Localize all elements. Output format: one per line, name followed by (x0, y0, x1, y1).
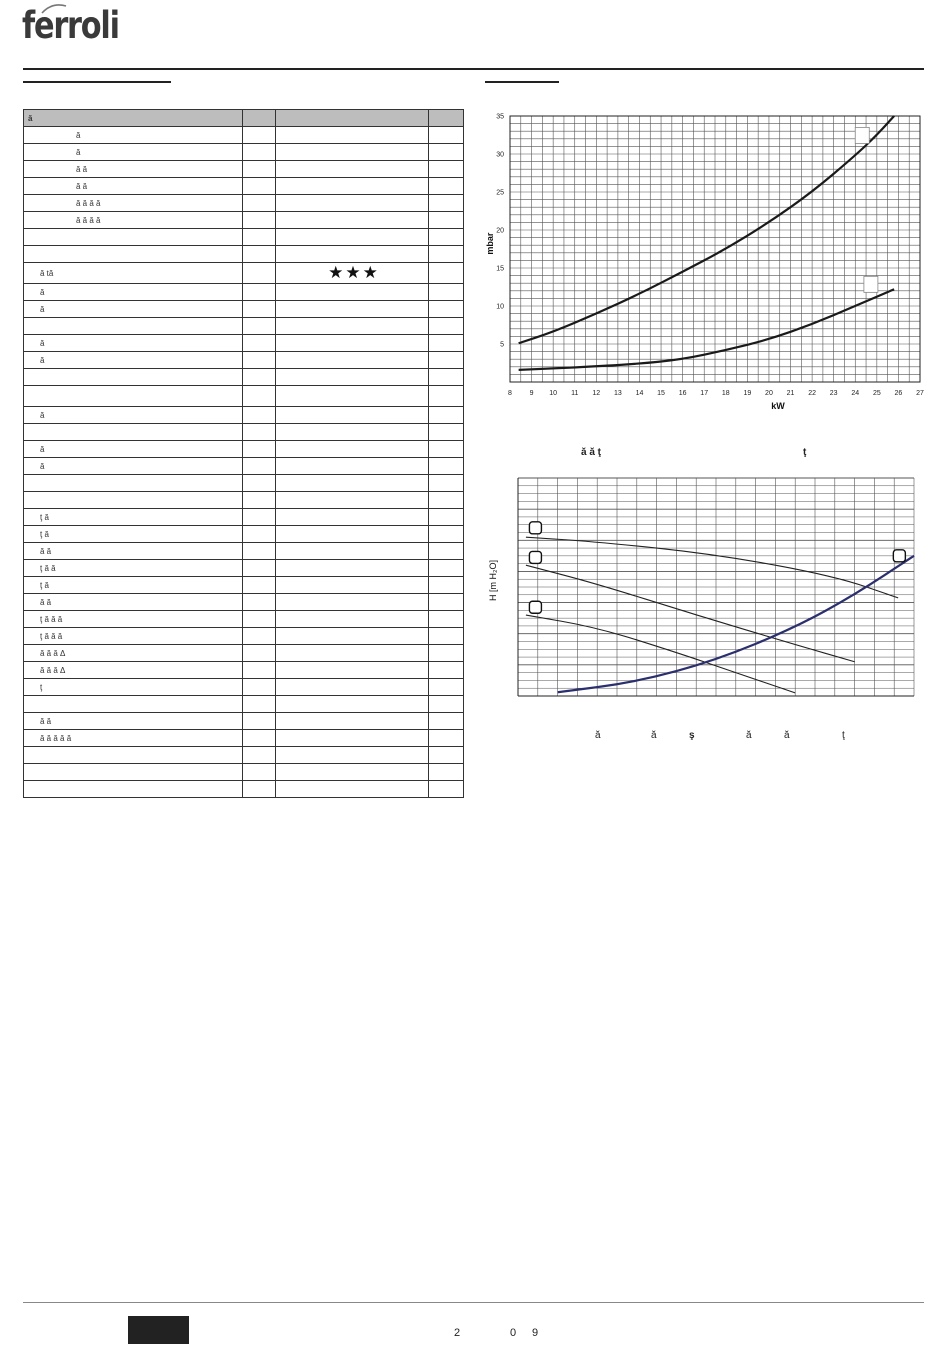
x-tick-label: 24 (851, 390, 860, 397)
technical-data-table (23, 109, 464, 798)
table-cell (243, 301, 276, 318)
chart2-xlabel-glyph: ţ (842, 730, 845, 741)
table-header-cell (429, 110, 464, 127)
table-cell (429, 212, 464, 229)
table-row (24, 645, 464, 662)
x-tick-label: 8 (508, 390, 512, 397)
table-cell: ă (24, 144, 243, 161)
table-row (24, 318, 464, 335)
table-cell (243, 764, 276, 781)
table-cell (429, 696, 464, 713)
table-cell (276, 594, 429, 611)
footer-page-glyph-1: 2 (454, 1327, 461, 1339)
table-cell (429, 526, 464, 543)
table-row (24, 543, 464, 560)
table-cell (429, 144, 464, 161)
table-cell (276, 577, 429, 594)
charts-section-underline (485, 81, 559, 83)
series-line-3 (526, 615, 795, 693)
table-cell (429, 730, 464, 747)
table-cell (276, 424, 429, 441)
y-axis-label: mbar (485, 232, 495, 255)
table-row (24, 662, 464, 679)
table-cell (429, 246, 464, 263)
table-cell: ă ă ă Δ (24, 645, 243, 662)
table-cell (276, 509, 429, 526)
table-row (24, 263, 464, 284)
table-cell (243, 407, 276, 424)
table-cell (243, 229, 276, 246)
table-cell (243, 246, 276, 263)
x-tick-label: 9 (529, 390, 534, 397)
table-cell (243, 212, 276, 229)
table-cell: ă ă (24, 543, 243, 560)
pump-head-chart (482, 470, 922, 710)
table-cell: ă (24, 284, 243, 301)
table-row (24, 335, 464, 352)
table-cell: ă (24, 335, 243, 352)
table-row (24, 781, 464, 798)
curve-label-box-1 (529, 522, 541, 534)
table-cell (276, 747, 429, 764)
table-row (24, 492, 464, 509)
table-header-cell (243, 110, 276, 127)
table-cell (276, 301, 429, 318)
y-tick-label: 20 (496, 227, 504, 235)
table-cell (276, 526, 429, 543)
table-cell: ă ă (24, 594, 243, 611)
table-cell (243, 509, 276, 526)
table-cell (276, 560, 429, 577)
table-cell (276, 679, 429, 696)
y-tick-label: 15 (496, 265, 504, 273)
footer-page-glyph-2: 0 (510, 1327, 517, 1339)
table-cell (429, 127, 464, 144)
table-row (24, 161, 464, 178)
table-cell (276, 764, 429, 781)
x-tick-label: 18 (721, 390, 730, 397)
table-cell: ă ă ă Δ (24, 662, 243, 679)
series-line-1 (526, 537, 898, 598)
table-cell (429, 335, 464, 352)
y-axis-label: H [m H₂O] (488, 559, 498, 601)
table-cell (429, 301, 464, 318)
table-cell (276, 246, 429, 263)
table-cell (276, 662, 429, 679)
table-cell (243, 441, 276, 458)
table-cell: ţ ă (24, 509, 243, 526)
x-tick-label: 22 (808, 390, 817, 397)
table-cell (24, 475, 243, 492)
table-cell (243, 144, 276, 161)
table-header-cell: ă (24, 110, 243, 127)
table-cell: ă ă (24, 713, 243, 730)
chart2-xlabel-glyph: ă (784, 730, 790, 741)
table-cell (429, 781, 464, 798)
table-cell (243, 628, 276, 645)
table-cell (429, 577, 464, 594)
chart2-xlabel-glyph: ă (746, 730, 752, 741)
x-tick-label: 13 (613, 390, 622, 397)
table-cell (24, 696, 243, 713)
table-cell (243, 594, 276, 611)
table-cell (243, 577, 276, 594)
table-cell (276, 730, 429, 747)
table-row (24, 301, 464, 318)
table-cell (429, 679, 464, 696)
table-cell (243, 335, 276, 352)
table-cell (429, 594, 464, 611)
table-cell (243, 713, 276, 730)
chart2-xlabel-glyph: ă (651, 730, 657, 741)
table-row (24, 764, 464, 781)
y-tick-label: 35 (496, 113, 504, 121)
x-tick-label: 12 (592, 390, 601, 397)
x-tick-label: 19 (743, 390, 752, 397)
table-cell (24, 386, 243, 407)
table-row (24, 611, 464, 628)
curve-label-box-1 (855, 127, 869, 143)
footer-rule (23, 1302, 924, 1303)
table-cell (429, 475, 464, 492)
table-cell (276, 178, 429, 195)
table-cell (276, 127, 429, 144)
table-cell (429, 509, 464, 526)
table-cell (429, 369, 464, 386)
table-cell (276, 212, 429, 229)
table-cell: ţ ă (24, 577, 243, 594)
table-cell (243, 560, 276, 577)
table-cell (243, 747, 276, 764)
table-cell (276, 696, 429, 713)
table-row (24, 229, 464, 246)
table-cell (243, 284, 276, 301)
table-cell (243, 543, 276, 560)
table-cell (24, 747, 243, 764)
table-cell (429, 386, 464, 407)
table-row (24, 407, 464, 424)
table-row (24, 127, 464, 144)
table-row (24, 509, 464, 526)
table-cell (276, 713, 429, 730)
x-tick-label: 20 (765, 390, 773, 397)
table-row (24, 369, 464, 386)
table-row (24, 594, 464, 611)
table-cell (24, 424, 243, 441)
curve-label-box-2 (529, 551, 541, 563)
table-cell (243, 730, 276, 747)
table-cell (243, 475, 276, 492)
table-cell (276, 407, 429, 424)
table-cell: ă (24, 301, 243, 318)
table-cell (24, 318, 243, 335)
table-row (24, 696, 464, 713)
table-cell (276, 611, 429, 628)
table-cell (276, 543, 429, 560)
curve-label-box-3 (529, 601, 541, 613)
table-row (24, 560, 464, 577)
table-cell (276, 475, 429, 492)
table-cell (429, 178, 464, 195)
chart2-xlabel-glyph: ş (689, 730, 695, 741)
table-row (24, 424, 464, 441)
table-cell (276, 284, 429, 301)
table-row (24, 458, 464, 475)
table-cell (429, 713, 464, 730)
table-cell (276, 781, 429, 798)
series-line-2 (526, 565, 855, 662)
table-cell (429, 645, 464, 662)
table-cell (243, 526, 276, 543)
table-cell (429, 560, 464, 577)
table-cell (429, 318, 464, 335)
table-cell: ă ă (24, 178, 243, 195)
table-cell (24, 229, 243, 246)
footer-page-glyph-3: 9 (532, 1327, 539, 1339)
table-cell (429, 458, 464, 475)
x-tick-label: 10 (549, 390, 558, 397)
table-cell (429, 229, 464, 246)
table-cell (429, 424, 464, 441)
header-rule (23, 68, 924, 70)
x-axis-label: kW (771, 401, 785, 411)
x-tick-label: 27 (916, 390, 924, 397)
table-row (24, 284, 464, 301)
x-tick-label: 15 (657, 390, 665, 397)
table-cell (24, 764, 243, 781)
table-cell (276, 229, 429, 246)
curve-label-box-2 (864, 276, 878, 292)
table-cell (276, 144, 429, 161)
table-cell (24, 781, 243, 798)
table-cell (276, 318, 429, 335)
table-cell (243, 611, 276, 628)
table-cell (429, 284, 464, 301)
table-cell: ă ă ă ă ă (24, 730, 243, 747)
x-tick-label: 11 (571, 390, 579, 397)
table-row (24, 475, 464, 492)
table-cell (276, 161, 429, 178)
table-cell (429, 195, 464, 212)
table-cell: ă ă ă ă (24, 195, 243, 212)
table-cell: ă (24, 407, 243, 424)
table-cell (24, 492, 243, 509)
table-cell (429, 441, 464, 458)
table-cell (243, 662, 276, 679)
table-cell (243, 696, 276, 713)
table-cell (429, 611, 464, 628)
table-row (24, 679, 464, 696)
table-cell: ţ ă ă ă (24, 628, 243, 645)
table-row (24, 577, 464, 594)
table-cell (429, 747, 464, 764)
table-cell (276, 369, 429, 386)
table-cell (429, 764, 464, 781)
table-cell (429, 407, 464, 424)
table-row (24, 713, 464, 730)
table-row (24, 628, 464, 645)
table-cell: ă ă (24, 161, 243, 178)
table-cell: ă (24, 458, 243, 475)
x-tick-label: 23 (829, 390, 838, 397)
x-tick-label: 21 (786, 390, 795, 397)
table-header-row (24, 110, 464, 127)
table-cell (243, 386, 276, 407)
table-cell (276, 628, 429, 645)
curve-label-box-4 (893, 550, 905, 562)
chart2-title-left: ă ă ţ (581, 447, 602, 458)
table-cell (429, 352, 464, 369)
table-cell (276, 492, 429, 509)
table-cell (24, 246, 243, 263)
table-cell: ţ ă ă ă (24, 611, 243, 628)
table-section-underline (23, 81, 171, 83)
table-cell (276, 645, 429, 662)
table-row (24, 352, 464, 369)
table-cell (276, 335, 429, 352)
chart2-title-right: ţ (803, 447, 807, 458)
table-cell (429, 628, 464, 645)
table-cell (429, 543, 464, 560)
table-cell: ă ă ă ă (24, 212, 243, 229)
y-tick-label: 25 (496, 189, 504, 197)
table-row (24, 144, 464, 161)
chart2-xlabel-glyph: ă (595, 730, 601, 741)
table-cell: ă (24, 441, 243, 458)
energy-rating-stars: ★★★ (276, 263, 429, 284)
table-row (24, 195, 464, 212)
y-tick-label: 5 (500, 341, 504, 349)
table-cell (243, 352, 276, 369)
table-cell: ă (24, 352, 243, 369)
table-row (24, 526, 464, 543)
table-row (24, 730, 464, 747)
brand-logo: ferroli (22, 4, 119, 47)
table-cell (429, 492, 464, 509)
table-cell (243, 369, 276, 386)
table-cell (276, 458, 429, 475)
table-row (24, 178, 464, 195)
x-tick-label: 25 (872, 390, 881, 397)
table-cell (243, 161, 276, 178)
table-cell (243, 679, 276, 696)
table-row (24, 212, 464, 229)
table-cell (243, 178, 276, 195)
table-cell (243, 781, 276, 798)
y-tick-label: 30 (496, 151, 504, 159)
table-cell (276, 352, 429, 369)
x-tick-label: 14 (635, 390, 644, 397)
table-header-cell (276, 110, 429, 127)
table-cell (429, 161, 464, 178)
table-cell (243, 263, 276, 284)
table-cell (429, 662, 464, 679)
y-tick-label: 10 (496, 303, 504, 311)
table-cell (243, 424, 276, 441)
table-cell (243, 195, 276, 212)
table-row (24, 747, 464, 764)
table-cell: ă tă (24, 263, 243, 284)
footer-badge (128, 1316, 189, 1344)
table-cell (24, 369, 243, 386)
table-cell (243, 458, 276, 475)
x-tick-label: 16 (678, 390, 687, 397)
gas-pressure-chart (480, 108, 930, 413)
table-cell (243, 492, 276, 509)
table-cell: ţ ă ă (24, 560, 243, 577)
x-tick-label: 26 (894, 390, 903, 397)
table-row (24, 386, 464, 407)
table-cell (276, 386, 429, 407)
table-cell (276, 441, 429, 458)
table-cell (243, 318, 276, 335)
table-cell: ţ (24, 679, 243, 696)
table-row (24, 246, 464, 263)
table-cell (429, 263, 464, 284)
table-row (24, 441, 464, 458)
table-cell: ă (24, 127, 243, 144)
table-cell (276, 195, 429, 212)
table-cell (243, 645, 276, 662)
table-cell: ţ ă (24, 526, 243, 543)
table-cell (243, 127, 276, 144)
x-tick-label: 17 (700, 390, 709, 397)
